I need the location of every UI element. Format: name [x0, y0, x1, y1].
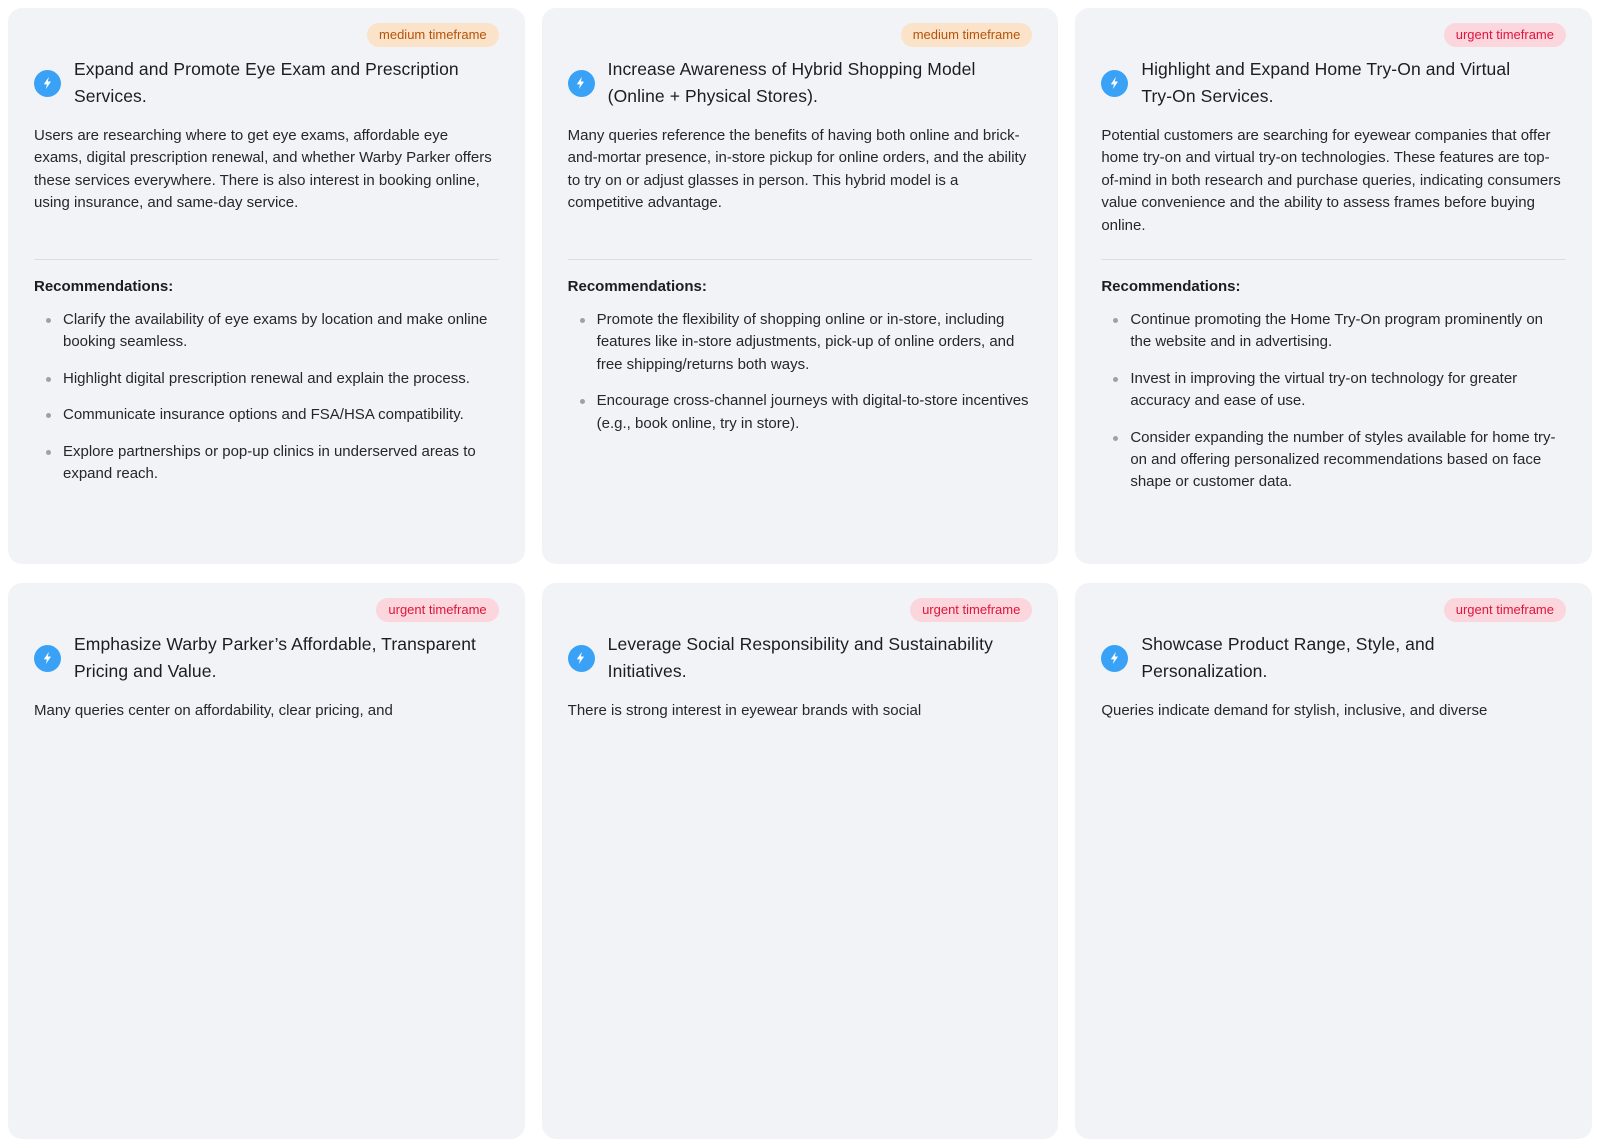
divider — [34, 259, 499, 260]
timeframe-badge: medium timeframe — [367, 23, 499, 47]
recommendations-list — [34, 309, 499, 499]
lightning-bolt-icon — [568, 70, 595, 97]
badge-row — [34, 598, 499, 622]
badge-row — [1101, 598, 1566, 622]
title-row — [34, 56, 499, 110]
recommendation-item: Invest in improving the virtual try-on technology for greater accuracy and ease of use. — [1101, 368, 1566, 413]
card-title: Showcase Product Range, Style, and Personalization. — [1141, 634, 1435, 681]
title-row — [568, 56, 1033, 110]
insight-card — [542, 8, 1059, 564]
recommendations-heading: Recommendations: — [34, 278, 174, 295]
recommendation-item: Explore partnerships or pop-up clinics in underserved areas to expand reach. — [34, 441, 499, 486]
timeframe-badge: urgent timeframe — [910, 598, 1032, 622]
recommendation-item: Encourage cross-channel journeys with digital-to-store incentives (e.g., book online, try in store). — [568, 390, 1033, 435]
card-title: Leverage Social Responsibility and Sustainability Initiatives. — [607, 634, 993, 681]
recommendations-heading: Recommendations: — [1101, 278, 1241, 295]
badge-row — [1101, 23, 1566, 47]
card-summary: There is strong interest in eyewear brands with social — [567, 702, 922, 719]
timeframe-badge: urgent timeframe — [1444, 598, 1566, 622]
recommendation-item: Communicate insurance options and FSA/HSA compatibility. — [34, 404, 499, 426]
title-row — [1101, 631, 1566, 685]
card-title: Expand and Promote Eye Exam and Prescription Services. — [74, 59, 459, 106]
insight-card — [1075, 8, 1592, 564]
timeframe-badge: urgent timeframe — [1444, 23, 1566, 47]
card-title: Increase Awareness of Hybrid Shopping Model (Online + Physical Stores). — [607, 59, 976, 106]
recommendations-list — [1101, 309, 1566, 508]
recommendations-heading: Recommendations: — [567, 278, 707, 295]
lightning-bolt-icon — [1101, 70, 1128, 97]
badge-row — [568, 23, 1033, 47]
recommendation-item: Clarify the availability of eye exams by location and make online booking seamless. — [34, 309, 499, 354]
lightning-bolt-icon — [1101, 645, 1128, 672]
divider — [568, 259, 1033, 260]
insight-card — [1075, 583, 1592, 1139]
timeframe-badge: medium timeframe — [901, 23, 1033, 47]
card-summary: Many queries center on affordability, clear pricing, and — [34, 702, 393, 719]
recommendation-item: Continue promoting the Home Try-On program prominently on the website and in advertising. — [1101, 309, 1566, 354]
badge-row — [568, 598, 1033, 622]
recommendation-item: Highlight digital prescription renewal and explain the process. — [34, 368, 499, 390]
timeframe-badge: urgent timeframe — [376, 598, 498, 622]
card-title: Emphasize Warby Parker’s Affordable, Transparent Pricing and Value. — [74, 634, 476, 681]
title-row — [1101, 56, 1566, 110]
recommendation-item: Consider expanding the number of styles available for home try-on and offering personalized recommendations based on face shape or customer data. — [1101, 427, 1566, 494]
card-title: Highlight and Expand Home Try-On and Virtual Try-On Services. — [1141, 59, 1511, 106]
card-summary: Users are researching where to get eye exams, affordable eye exams, digital prescription renewal, and whether Warby Parker offers these services everywhere. There is also interest in booking online, using insurance, and same-day service. — [34, 127, 492, 212]
divider — [1101, 259, 1566, 260]
lightning-bolt-icon — [34, 645, 61, 672]
recommendation-item: Promote the flexibility of shopping online or in-store, including features like in-store adjustments, pick-up of online orders, and free shipping/returns both ways. — [568, 309, 1033, 376]
recommendations-list — [568, 309, 1033, 449]
card-summary: Potential customers are searching for eyewear companies that offer home try-on and virtual try-on technologies. These features are top-of-mind in both research and purchase queries, indicating consumers value convenience and the ability to assess frames before buying online. — [1101, 127, 1561, 234]
insight-card — [542, 583, 1059, 1139]
insight-card — [8, 583, 525, 1139]
lightning-bolt-icon — [34, 70, 61, 97]
title-row — [34, 631, 499, 685]
card-summary: Queries indicate demand for stylish, inclusive, and diverse — [1101, 702, 1488, 719]
badge-row — [34, 23, 499, 47]
title-row — [568, 631, 1033, 685]
insight-card — [8, 8, 525, 564]
lightning-bolt-icon — [568, 645, 595, 672]
card-summary: Many queries reference the benefits of having both online and brick-and-mortar presence, in-store pickup for online orders, and the ability to try on or adjust glasses in person. This hybrid model is a competitive advantage. — [567, 127, 1027, 212]
